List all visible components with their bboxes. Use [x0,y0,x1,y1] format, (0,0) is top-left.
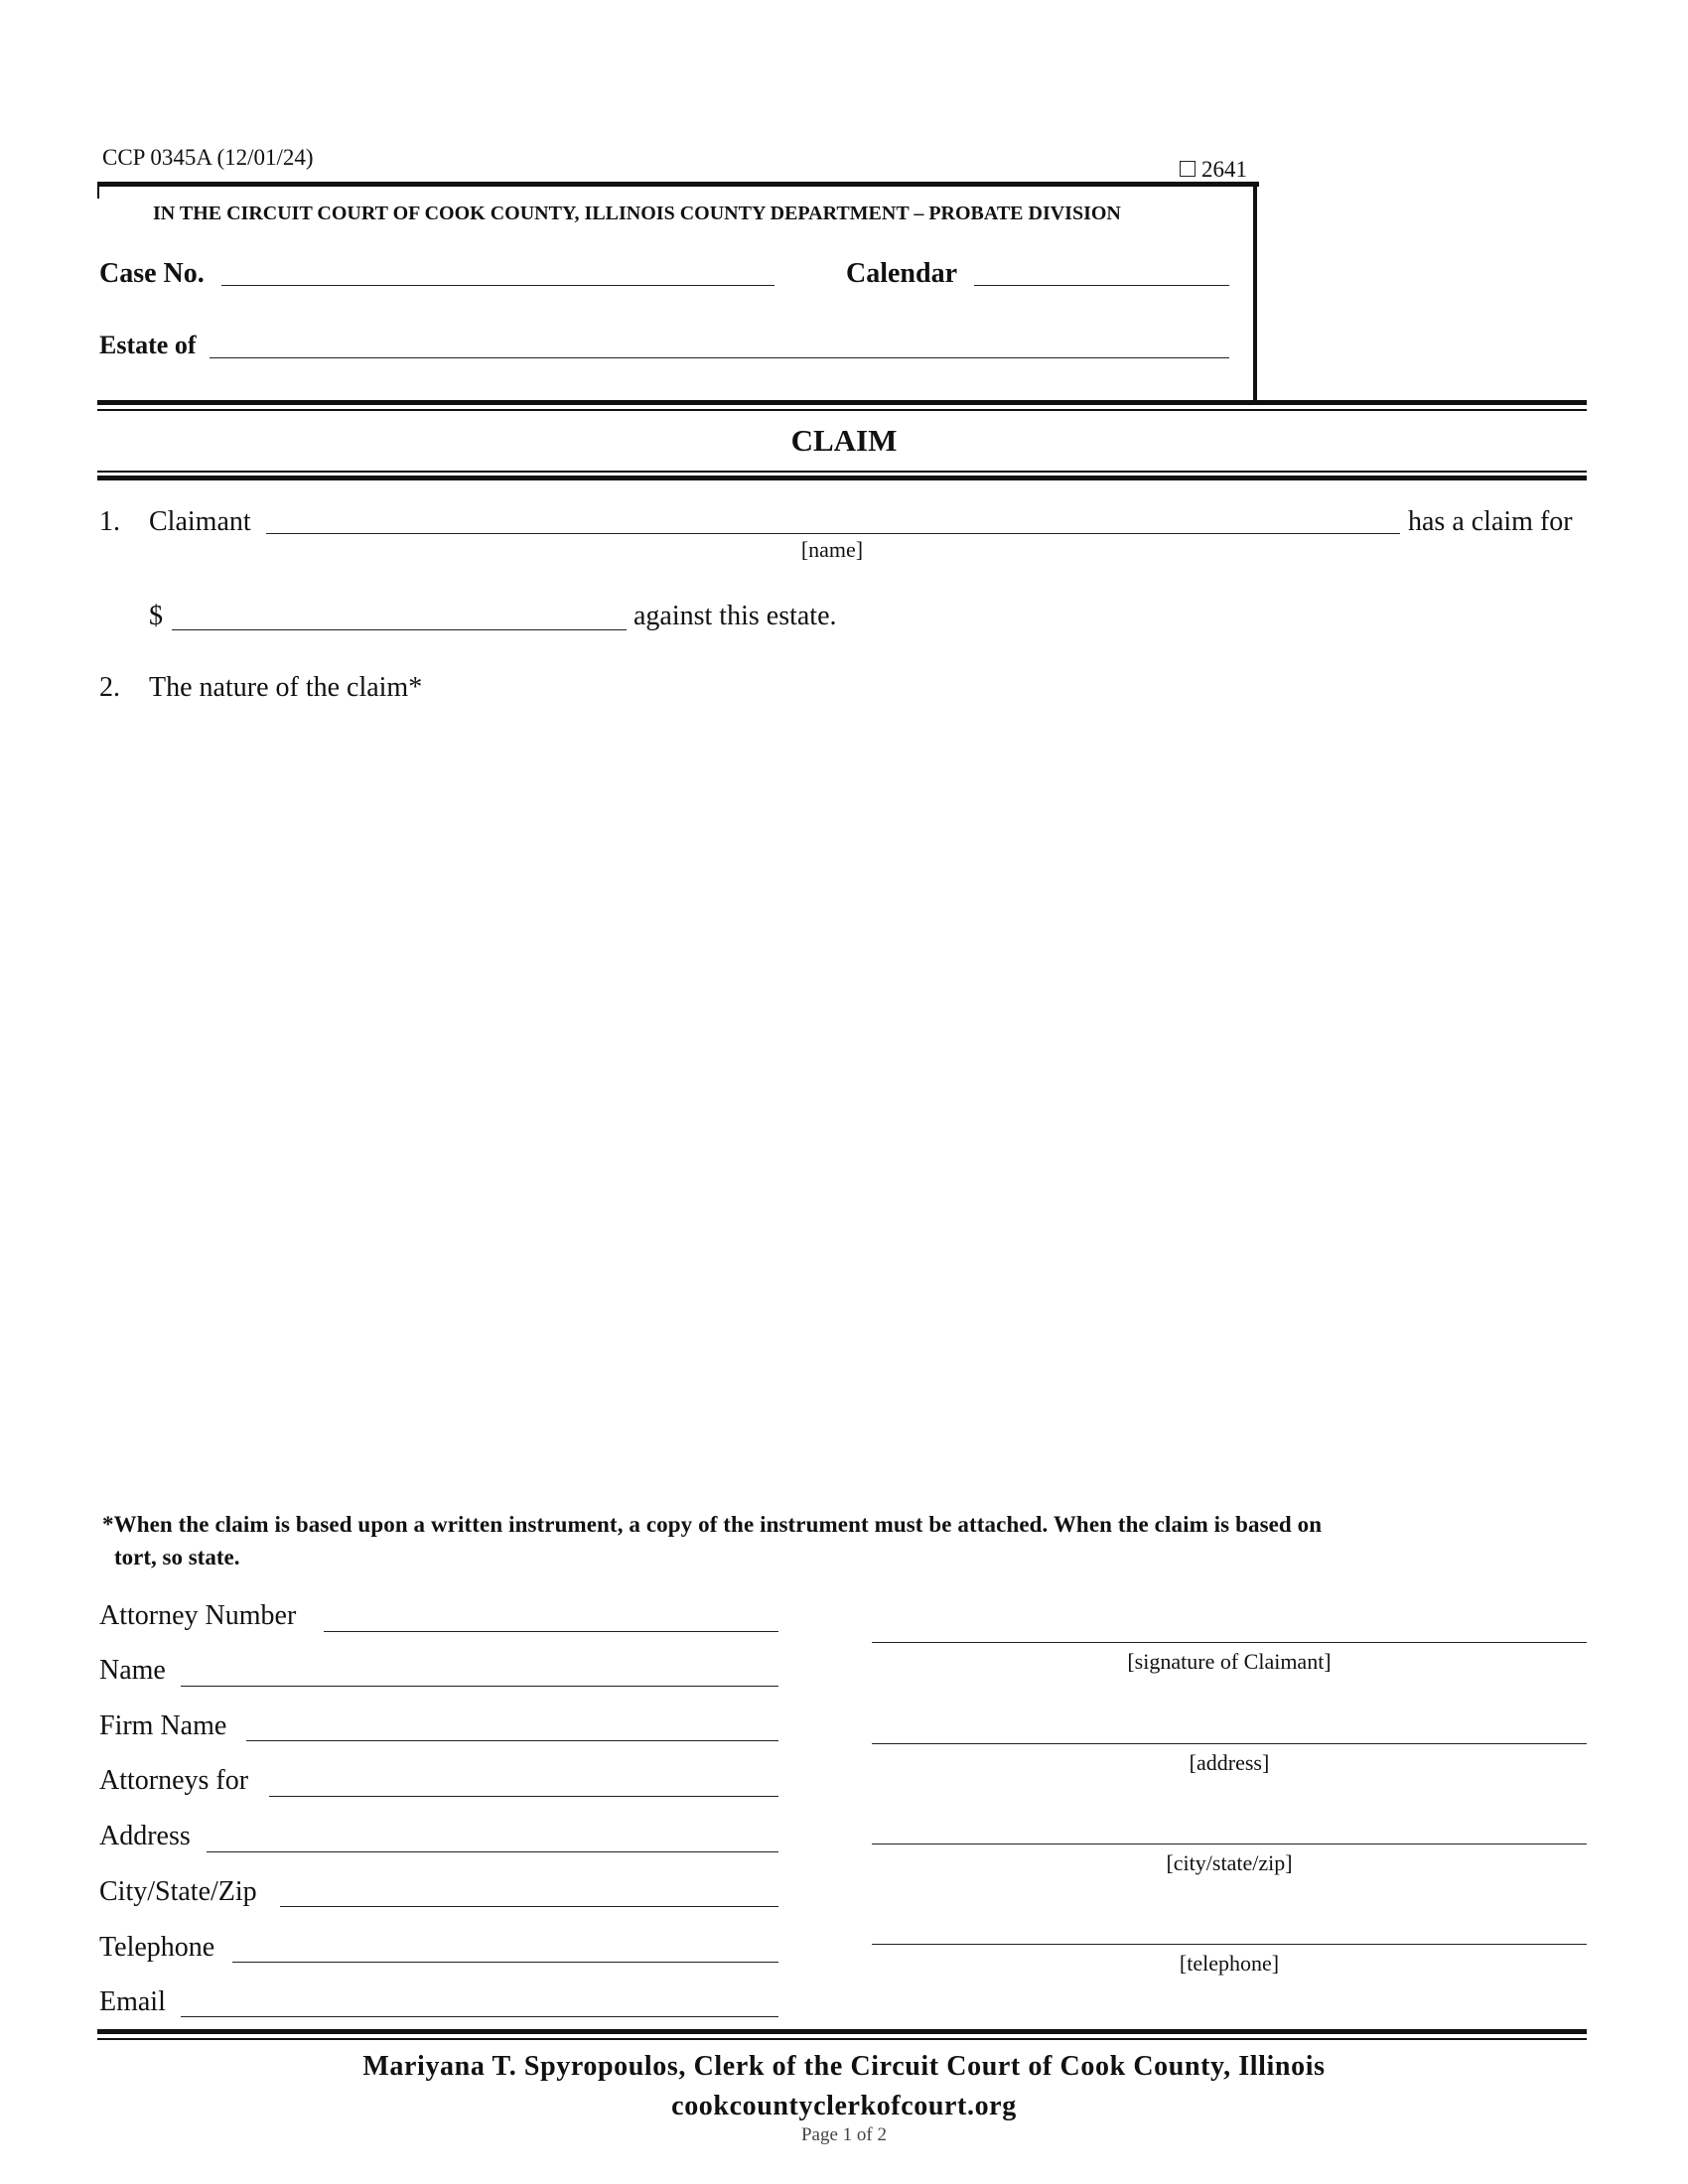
item1-number: 1. [99,506,120,537]
clerk-website[interactable]: cookcountyclerkofcourt.org [671,2091,1017,2121]
firm-name-field[interactable] [246,1740,778,1741]
form-number-text: 2641 [1201,157,1247,182]
attorney-name-label: Name [99,1655,166,1686]
claimant-telephone-caption: [telephone] [1179,1951,1280,1976]
claimant-telephone-field[interactable] [872,1944,1587,1945]
calendar-field[interactable] [974,285,1229,286]
item2-number: 2. [99,672,120,703]
attorney-number-field[interactable] [324,1631,778,1632]
attorney-number-label: Attorney Number [99,1600,297,1631]
claimant-address-field[interactable] [872,1743,1587,1744]
estate-label: Estate of [99,331,197,359]
footer-rule-thick [97,2029,1587,2034]
name-caption: [name] [800,537,864,562]
note-line-2: tort, so state. [114,1545,240,1570]
claimant-city-caption: [city/state/zip] [1166,1850,1293,1875]
attorneys-for-field[interactable] [269,1796,778,1797]
email-label: Email [99,1986,166,2017]
attorney-name-field[interactable] [181,1686,778,1687]
title-bottom-rule-thick [97,476,1587,480]
nature-of-claim-area[interactable] [149,710,1587,1504]
form-number [1180,157,1247,183]
against-estate-text: against this estate. [633,601,837,631]
claimant-label: Claimant [149,506,251,537]
telephone-field[interactable] [232,1962,778,1963]
claim-amount-field[interactable] [172,629,627,630]
case-no-field[interactable] [221,285,774,286]
title-top-rule-thin [97,409,1587,411]
page-number: Page 1 of 2 [800,2124,887,2145]
city-state-zip-field[interactable] [280,1906,778,1907]
footer-rule-thin [97,2038,1587,2040]
calendar-label: Calendar [846,258,957,289]
nature-label: The nature of the claim* [149,672,423,703]
title-top-rule-thick [97,400,1587,405]
claimant-address-caption: [address] [1189,1750,1270,1775]
note-line-1: *When the claim is based upon a written instrument, a copy of the instrument must be attached. When the claim is based on [102,1512,1323,1537]
address-label: Address [99,1821,191,1851]
signature-caption: [signature of Claimant] [1127,1649,1332,1674]
claim-for-text: has a claim for [1408,506,1573,537]
title-bottom-rule-thin [97,471,1587,473]
signature-field[interactable] [872,1642,1587,1643]
address-field[interactable] [207,1851,778,1852]
checkbox-icon[interactable] [1180,161,1196,177]
header-top-rule [97,182,1259,187]
firm-name-label: Firm Name [99,1710,227,1741]
dollar-sign: $ [149,601,163,631]
city-state-zip-label: City/State/Zip [99,1876,257,1907]
estate-field[interactable] [210,357,1229,358]
clerk-name: Mariyana T. Spyropoulos, Clerk of the Circuit Court of Cook County, Illinois [362,2051,1326,2082]
telephone-label: Telephone [99,1932,215,1963]
attorneys-for-label: Attorneys for [99,1765,249,1796]
claimant-city-field[interactable] [872,1843,1587,1844]
header-right-rule [1253,182,1257,401]
form-code: CCP 0345A (12/01/24) [102,145,314,170]
case-no-label: Case No. [99,258,205,289]
email-field[interactable] [181,2016,778,2017]
court-heading: IN THE CIRCUIT COURT OF COOK COUNTY, ILLINOIS COUNTY DEPARTMENT – PROBATE DIVISION [153,203,1121,224]
page-title: CLAIM [790,423,898,458]
claimant-name-field[interactable] [266,533,1400,534]
header-left-rule [97,187,99,199]
